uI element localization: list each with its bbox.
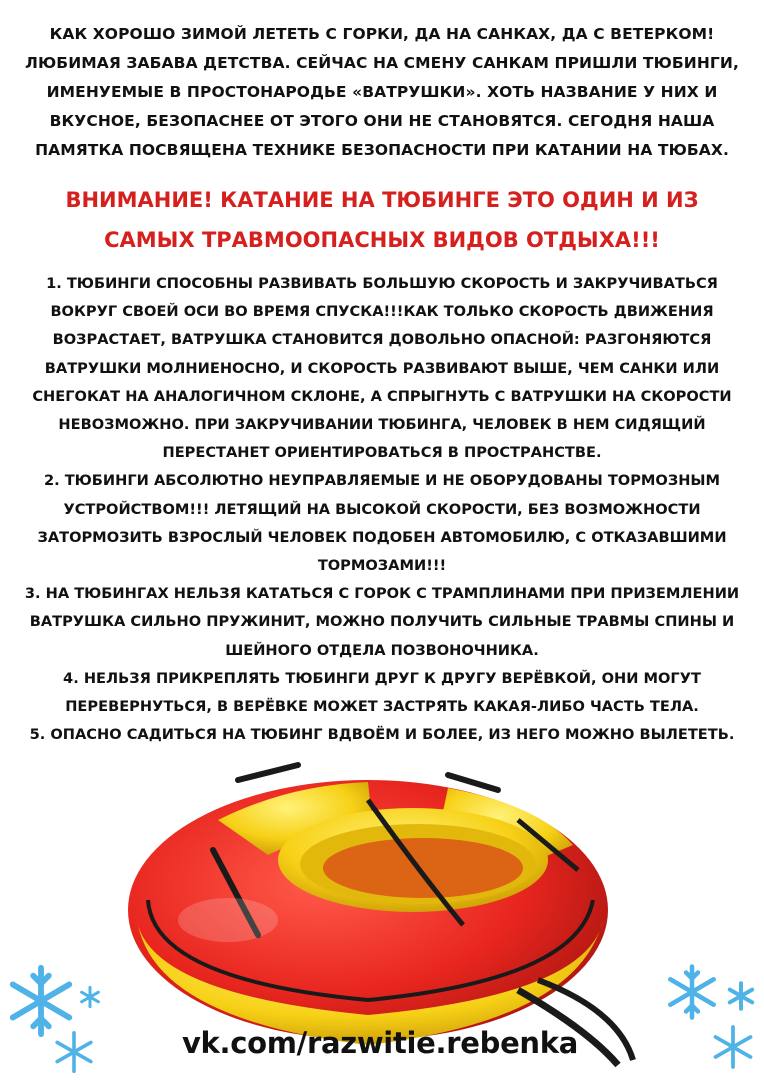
snowflake-icon	[78, 985, 102, 1009]
footer-link[interactable]: vk.com/razwitie.rebenka	[181, 1026, 579, 1060]
snowflake-icon	[50, 1028, 98, 1076]
rule-item: 5. ОПАСНО САДИТЬСЯ НА ТЮБИНГ ВДВОЁМ И БОЛЕЕ, ИЗ НЕГО МОЖНО ВЫЛЕТЕТЬ.	[29, 726, 735, 744]
rules-list	[16, 270, 748, 749]
snow-tube-illustration	[118, 760, 638, 1070]
rule-item: 2. ТЮБИНГИ АБСОЛЮТНО НЕУПРАВЛЯЕМЫЕ И НЕ ОБОРУДОВАНЫ ТОРМОЗНЫМ УСТРОЙСТВОМ!!! ЛЕТЯЩИЙ НА ВЫСОКОЙ СКОРОСТИ, БЕЗ ВОЗМОЖНОСТИ ЗАТОРМОЗИТЬ ВЗРОСЛЫЙ ЧЕЛОВЕК ПОДОБЕН АВТОМОБИЛЮ, С ОТКАЗАВШИМИ ТОРМОЗАМИ!!!	[37, 472, 727, 575]
rule-item: 3. НА ТЮБИНГАХ НЕЛЬЗЯ КАТАТЬСЯ С ГОРОК С ТРАМПЛИНАМИ ПРИ ПРИЗЕМЛЕНИИ ВАТРУШКА СИЛЬНО ПРУЖИНИТ, МОЖНО ПОЛУЧИТЬ СИЛЬНЫЕ ТРАВМЫ СПИНЫ И ШЕЙНОГО ОТДЕЛА ПОЗВОНОЧНИКА.	[24, 585, 740, 659]
warning-heading: ВНИМАНИЕ! КАТАНИЕ НА ТЮБИНГЕ ЭТО ОДИН И ИЗ САМЫХ ТРАВМООПАСНЫХ ВИДОВ ОТДЫХА!!!	[65, 188, 699, 252]
rule-item: 1. ТЮБИНГИ СПОСОБНЫ РАЗВИВАТЬ БОЛЬШУЮ СКОРОСТЬ И ЗАКРУЧИВАТЬСЯ ВОКРУГ СВОЕЙ ОСИ ВО ВРЕМЯ СПУСКА!!!КАК ТОЛЬКО СКОРОСТЬ ДВИЖЕНИЯ ВОЗРАСТАЕТ, ВАТРУШКА СТАНОВИТСЯ ДОВОЛЬНО ОПАСНОЙ: РАЗГОНЯЮТСЯ ВАТРУШКИ МОЛНИЕНОСНО, И СКОРОСТЬ РАЗВИВАЮТ ВЫШЕ, ЧЕМ САНКИ ИЛИ СНЕГОКАТ НА АНАЛОГИЧНОМ СКЛОНЕ, А СПРЫГНУТЬ С ВАТРУШКИ НА СКОРОСТИ НЕВОЗМОЖНО. ПРИ ЗАКРУЧИВАНИИ ТЮБИНГА, ЧЕЛОВЕК В НЕМ СИДЯЩИЙ ПЕРЕСТАНЕТ ОРИЕНТИРОВАТЬСЯ В ПРОСТРАНСТВЕ.	[32, 275, 732, 462]
snowflake-icon	[662, 962, 722, 1022]
snowflake-icon	[708, 1022, 758, 1072]
intro-text: КАК ХОРОШО ЗИМОЙ ЛЕТЕТЬ С ГОРКИ, ДА НА САНКАХ, ДА С ВЕТЕРКОМ! ЛЮБИМАЯ ЗАБАВА ДЕТСТВА. СЕЙЧАС НА СМЕНУ САНКАМ ПРИШЛИ ТЮБИНГИ, ИМЕНУЕМЫЕ В ПРОСТОНАРОДЬЕ «ВАТРУШКИ». ХОТЬ НАЗВАНИЕ У НИХ И ВКУСНОЕ, БЕЗОПАСНЕЕ ОТ ЭТОГО ОНИ НЕ СТАНОВЯТСЯ. СЕГОДНЯ НАША ПАМЯТКА ПОСВЯЩЕНА ТЕХНИКЕ БЕЗОПАСНОСТИ ПРИ КАТАНИИ НА ТЮБАХ.	[25, 25, 739, 159]
snowflake-icon	[725, 980, 757, 1012]
rule-item: 4. НЕЛЬЗЯ ПРИКРЕПЛЯТЬ ТЮБИНГИ ДРУГ К ДРУГУ ВЕРЁВКОЙ, ОНИ МОГУТ ПЕРЕВЕРНУТЬСЯ, В ВЕРЁВКЕ МОЖЕТ ЗАСТРЯТЬ КАКАЯ-ЛИБО ЧАСТЬ ТЕЛА.	[63, 669, 701, 716]
